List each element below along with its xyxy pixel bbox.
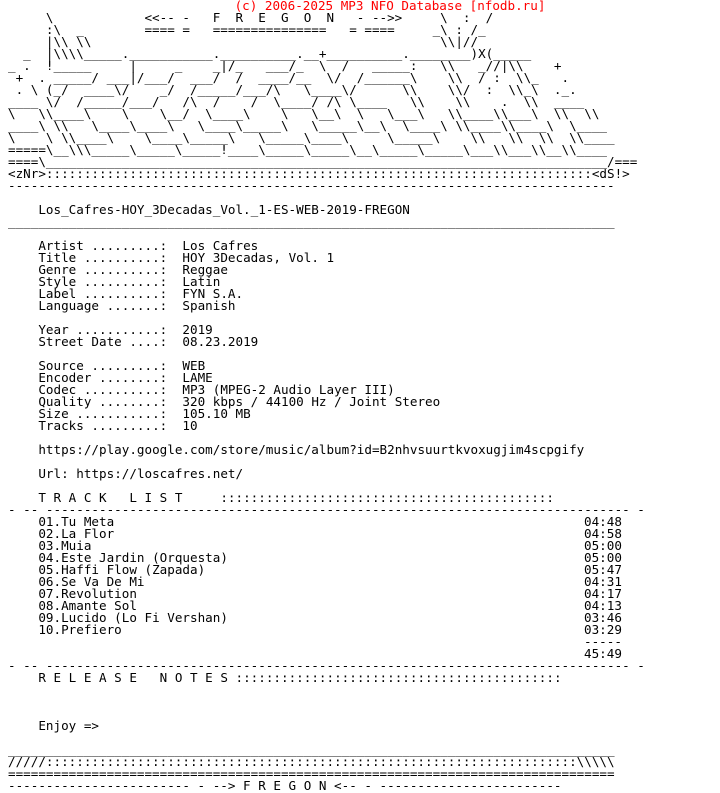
info-row-title: Title ..........: HOY 3Decadas, Vol. 1: [38, 250, 335, 265]
logo-line: _ . !_____ | _ _|/_ ___/_ \ / _____: \\ _//|\\ +: [8, 58, 562, 73]
nfo-document: [8, 0, 708, 792]
footer-rule: ________________________________________________________________________________: [8, 742, 615, 757]
footer-signature: ------------------------ - --> F R E G O N <-- - ------------------------: [8, 778, 562, 793]
logo-separator: ====\__________________________________________________________________________/===: [8, 154, 638, 169]
info-row-year: Year ...........: 2019: [38, 322, 213, 337]
info-row-tracks: Tracks .........: 10: [38, 418, 198, 433]
logo-line: \ <<-- - F R E G O N - -->> \ : /: [8, 10, 494, 25]
tracklist-bottom-border: - -- ----------------------------------------------------------------------------- -: [8, 658, 645, 673]
track-row: 06.Se Va De Mi 04:31: [38, 574, 622, 589]
info-row-quality: Quality ........: 320 kbps / 44100 Hz / Joint Stereo: [38, 394, 441, 409]
store-link: [8, 444, 708, 456]
logo-line: ____\ \\ \____\____\ \____\_____\ \_____\__\ \____\ \\____\\____\ \____: [8, 118, 607, 133]
date-block: [8, 324, 708, 348]
website-line: [8, 468, 708, 480]
blank-line: [8, 684, 708, 696]
logo-line: =====\__\\\_____\_____\_____!____\_____\_____\__\_____\_____\___\\___\\__\\____: [8, 142, 607, 157]
logo-ascii-art: [8, 12, 708, 156]
logo-line: \ \ \\____\ \____\_____\ \_____\____\ \_____\ \\ \\ \\ \\____: [8, 130, 615, 145]
logo-line: |\\ \\ \\|//: [8, 34, 479, 49]
info-block: [8, 240, 708, 312]
track-row: 08.Amante Sol 04:13: [38, 598, 622, 613]
track-row: 10.Prefiero 03:29: [38, 622, 622, 637]
track-row: 03.Muia 05:00: [38, 538, 622, 553]
dash-divider: --------------------------------------------------------------------------------: [8, 178, 615, 193]
info-row-genre: Genre ..........: Reggae: [38, 262, 228, 277]
logo-line: :\ _ ==== = =============== = ==== _\ : /_: [8, 22, 486, 37]
group-tag-line: <zNr>::::::::::::::::::::::::::::::::::::::::::::::::::::::::::::::::::::::::<dS!>: [8, 166, 630, 181]
logo-line: + . _____/ ___|/___/ ___/ / ____/__ \/ /______\ \\ / : \\_ .: [8, 70, 570, 85]
release-rule: ________________________________________________________________________________: [8, 214, 615, 229]
total-rule: -----: [584, 634, 622, 649]
logo-line: \ \\____\ \ \__/ \____\ \ \__\ \ \___\ \\____\\___\ \\ \\: [8, 106, 600, 121]
footer-art: /////::::::::::::::::::::::::::::::::::::::::::::::::::::::::::::::::::::::\\\\\: [8, 754, 615, 769]
track-row: 04.Este Jardin (Orquesta) 05:00: [38, 550, 622, 565]
info-row-artist: Artist .........: Los Cafres: [38, 238, 259, 253]
store-url[interactable]: https://play.google.com/store/music/album?id=B2nhvsuurtkvoxugjim4scpgify: [38, 442, 585, 457]
info-row-codec: Codec ..........: MP3 (MPEG-2 Audio Layer III): [38, 382, 395, 397]
info-row-size: Size ...........: 105.10 MB: [38, 406, 251, 421]
blank-line: [8, 696, 708, 708]
track-row: 09.Lucido (Lo Fi Vershan) 03:46: [38, 610, 622, 625]
blank-line: [8, 708, 708, 720]
info-row-style: Style ..........: Latin: [38, 274, 221, 289]
info-row-street-date: Street Date ....: 08.23.2019: [38, 334, 259, 349]
track-row: 01.Tu Meta 04:48: [38, 514, 622, 529]
track-row: 02.La Flor 04:58: [38, 526, 622, 541]
info-row-language: Language .......: Spanish: [38, 298, 236, 313]
url-label: Url:: [38, 466, 69, 481]
info-row-encoder: Encoder ........: LAME: [38, 370, 213, 385]
release-notes-heading: R E L E A S E N O T E S :::::::::::::::::::::::::::::::::::::::::::: [38, 670, 562, 685]
release-name: Los_Cafres-HOY_3Decadas_Vol._1-ES-WEB-2019-FREGON: [38, 202, 410, 217]
release-notes-text: Enjoy =>: [38, 718, 100, 733]
logo-line: _ |\\\\_____.___________.__________.__+__________.________)X(_____: [8, 46, 532, 61]
info-row-source: Source .........: WEB: [38, 358, 206, 373]
track-row: 07.Revolution 04:17: [38, 586, 622, 601]
logo-line: ____ \/ /_____/___/ /\ / / \____/ /\ \____ \\ \\ . \\ ____: [8, 94, 585, 109]
website-url[interactable]: https://loscafres.net/: [76, 466, 244, 481]
total-time: 45:49: [584, 646, 622, 661]
footer-double-rule: ================================================================================: [8, 766, 615, 781]
track-row: 05.Haffi Flow (Zapada) 05:47: [38, 562, 622, 577]
info-row-label: Label ..........: FYN S.A.: [38, 286, 244, 301]
track-list: [8, 516, 708, 636]
copyright-header: (c) 2006-2025 MP3 NFO Database [nfodb.ru]: [234, 0, 546, 13]
tracklist-top-border: - -- ----------------------------------------------------------------------------- -: [8, 502, 645, 517]
logo-line: . \ (_/ ____\/ _/ /_____/___/\ \____\/ \\ \\/ : \\_\ ._.: [8, 82, 577, 97]
tech-block: [8, 360, 708, 432]
tracklist-heading: T R A C K L I S T ::::::::::::::::::::::::::::::::::::::::::::: [38, 490, 554, 505]
